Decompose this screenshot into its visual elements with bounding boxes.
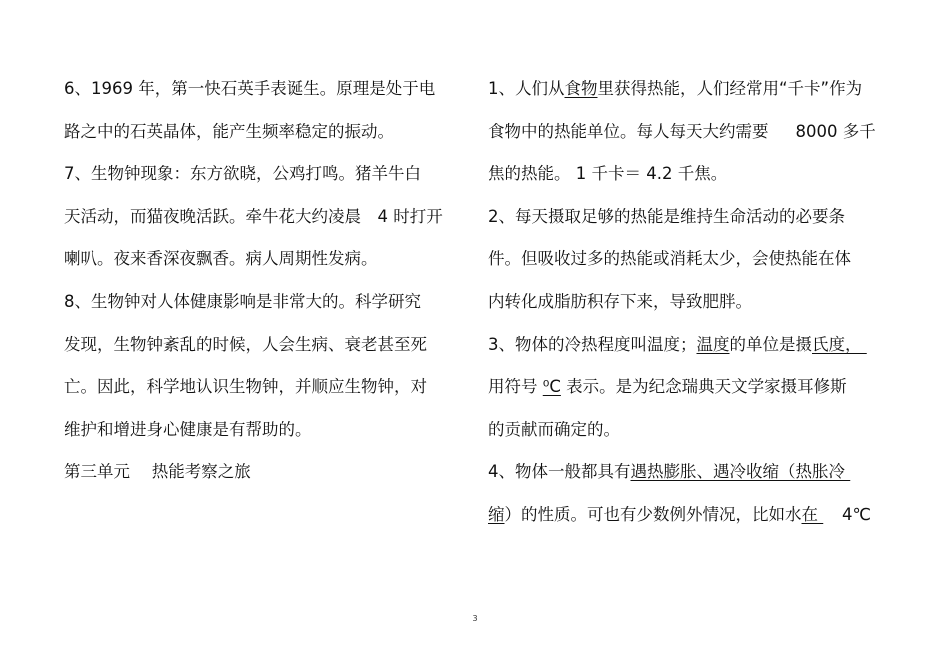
underlined-text: 在 [801,504,818,524]
underline-blank [845,457,865,487]
text-run: 表示。是为纪念瑞典天文学家摄耳修斯 [560,377,847,397]
text-line: 食物中的热能单位。每人每天大约需要 8000 多千 [488,121,876,141]
text-run: 用符号 [488,377,543,397]
underline-blank [862,330,884,360]
page-number: 3 [472,614,478,623]
text-run: 4℃ [842,504,872,524]
left-column [64,74,464,500]
text-line: 焦的热能。 1 千卡＝ 4.2 千焦。 [488,164,728,184]
text-line [488,500,898,543]
text-line: 7、生物钟现象：东方欲晓，公鸡打鸣。猪羊牛白 [64,164,421,184]
underlined-text: 缩 [488,504,505,524]
text-line [488,74,898,117]
text-line: 件。但吸收过多的热能或消耗太少，会使热能在体 [488,249,851,269]
right-column [488,74,898,543]
text-run: 1、人们从 [488,79,565,98]
text-line: 喇叭。夜来香深夜飘香。病人周期性发病。 [64,249,378,269]
text-run: 4、物体一般都具有 [488,462,631,482]
text-line [488,372,898,415]
text-line: 内转化成脂肪积存下来，导致肥胖。 [488,291,752,311]
underline-blank [818,500,830,530]
text-line [488,330,898,373]
text-line: 2、每天摄取足够的热能是维持生命活动的必要条 [488,206,845,226]
text-line: 发现，生物钟紊乱的时候，人会生病、衰老甚至死 [64,334,427,354]
section-heading: 第三单元 热能考察之旅 [64,462,251,482]
text-line: 维护和增进身心健康是有帮助的。 [64,419,312,439]
text-run: 3、物体的冷热程度叫温度； [488,334,697,354]
underlined-text: 遇热膨胀、遇冷收缩（热胀冷 [630,462,845,482]
text-run: 的单位是摄 [729,334,812,354]
text-line: 路之中的石英晶体，能产生频率稳定的振动。 [64,121,394,141]
underlined-text: 食物 [564,79,598,98]
text-run: ）的性质。可也有少数例外情况，比如水 [504,504,802,524]
text-line: 天活动，而猫夜晚活跃。牵牛花大约凌晨 4 时打开 [64,206,443,226]
text-line [488,457,898,500]
text-line: 8、生物钟对人体健康影响是非常大的。科学研究 [64,291,421,311]
underlined-text: ⁰C [542,377,561,397]
text-line: 6、1969 年，第一快石英手表诞生。原理是处于电 [64,79,436,98]
text-line: 的贡献而确定的。 [488,419,620,439]
text-run: 里获得热能，人们经常用“千卡”作为 [597,79,863,98]
underlined-text: 氏度， [812,334,862,354]
underlined-text: 温度 [696,334,730,354]
text-line: 亡。因此，科学地认识生物钟，并顺应生物钟，对 [64,377,427,397]
